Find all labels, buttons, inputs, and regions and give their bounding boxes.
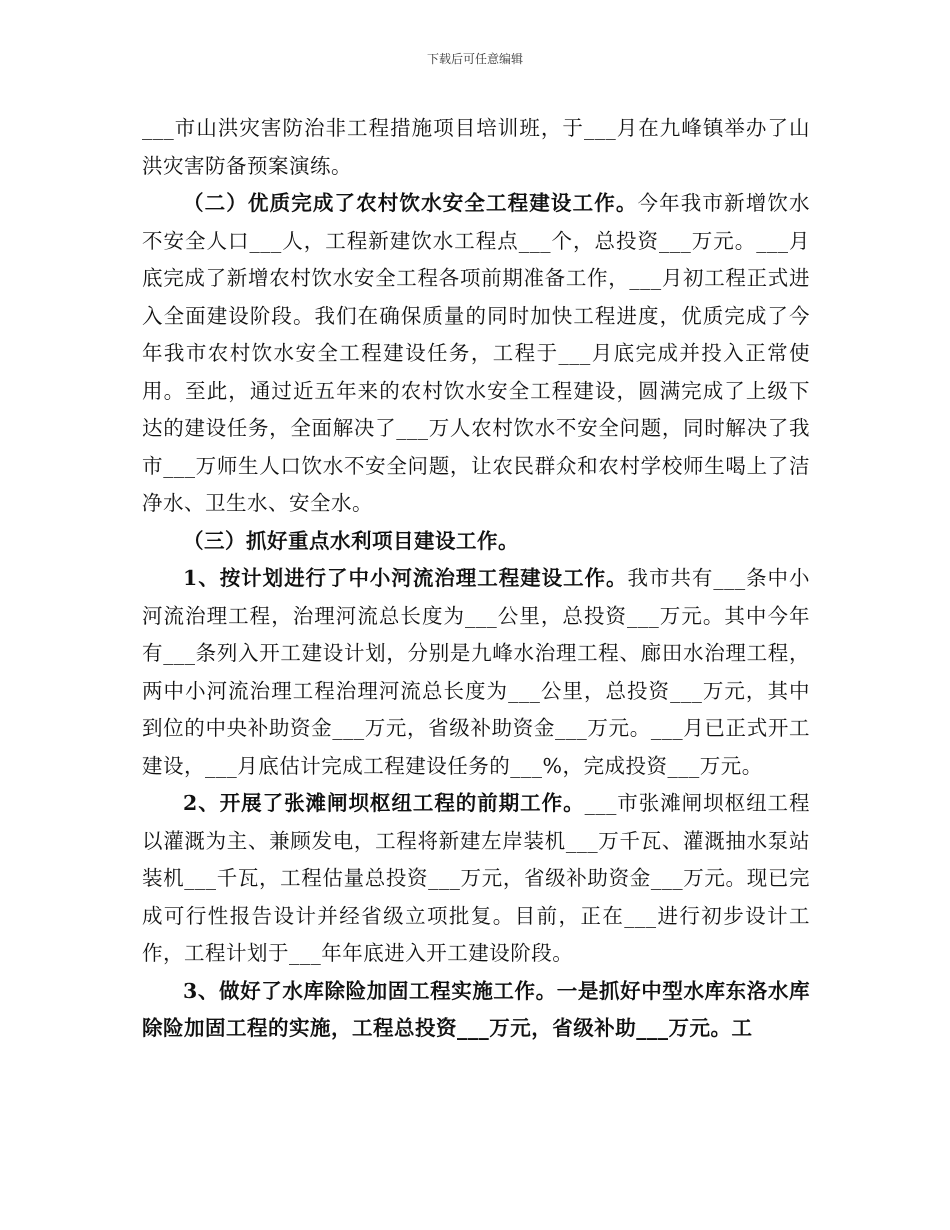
paragraph-zhangtan-dam xyxy=(142,785,810,973)
paragraph-text: ___市张滩闸坝枢纽工程以灌溉为主、兼顾发电，工程将新建左岸装机___万千瓦、灌溉抽水泵站装机___千瓦，工程估量总投资___万元，省级补助资金___万元。现已完成可行性报告设计并经省级立项批复。目前，正在___进行初步设计工作，工程计划于___年年底进入开工建设阶段。 xyxy=(142,791,811,965)
paragraph-text: 今年我市新增饮水不安全人口___人，工程新建饮水工程点___个，总投资___万元。___月底完成了新增农村饮水安全工程各项前期准备工作，___月初工程正式进入全面建设阶段。我们在确保质量的同时加快工程进度，优质完成了今年我市农村饮水安全工程建设任务，工程于___月底完成并投入正常使用。至此，通过近五年来的农村饮水安全工程建设，圆满完成了上级下达的建设任务，全面解决了___万人农村饮水不安全问题，同时解决了我市___万师生人口饮水不安全问题，让农民群众和农村学校师生喝上了洁净水、卫生水、安全水。 xyxy=(142,191,810,515)
item-heading: 1、按计划进行了中小河流治理工程建设工作。 xyxy=(183,566,628,590)
paragraph-text: ___市山洪灾害防治非工程措施项目培训班，于___月在九峰镇举办了山洪灾害防备预案演练。 xyxy=(142,116,810,178)
paragraph-reservoir xyxy=(142,973,810,1048)
paragraph-drinking-water xyxy=(142,185,810,523)
item-heading: 2、开展了张滩闸坝枢纽工程的前期工作。 xyxy=(183,791,585,815)
document-body xyxy=(142,110,810,1048)
page-header: 下载后可任意编辑 xyxy=(426,52,523,66)
section-heading: （三）抓好重点水利项目建设工作。 xyxy=(183,528,519,553)
paragraph-text: 我市共有___条中小河流治理工程，治理河流总长度为___公里，总投资___万元。其中今年有___条列入开工建设计划，分别是九峰水治理工程、廊田水治理工程，两中小河流治理工程治理河流总长度为___公里，总投资___万元，其中到位的中央补助资金___万元，省级补助资金___万元。___月已正式开工建设，___月底估计完成工程建设任务的___%，完成投资___万元。 xyxy=(142,566,811,778)
paragraph-training xyxy=(142,110,810,185)
paragraph-river-management xyxy=(142,560,810,785)
section-heading: （二）优质完成了农村饮水安全工程建设工作。 xyxy=(183,191,638,215)
item-heading: 3、做好了水库除险加固工程实施工作。一是抓好中型水库东洛水库除险加固工程的实施，工程总投资___万元，省级补助___万元。工 xyxy=(142,978,810,1040)
paragraph-key-projects xyxy=(142,523,810,561)
